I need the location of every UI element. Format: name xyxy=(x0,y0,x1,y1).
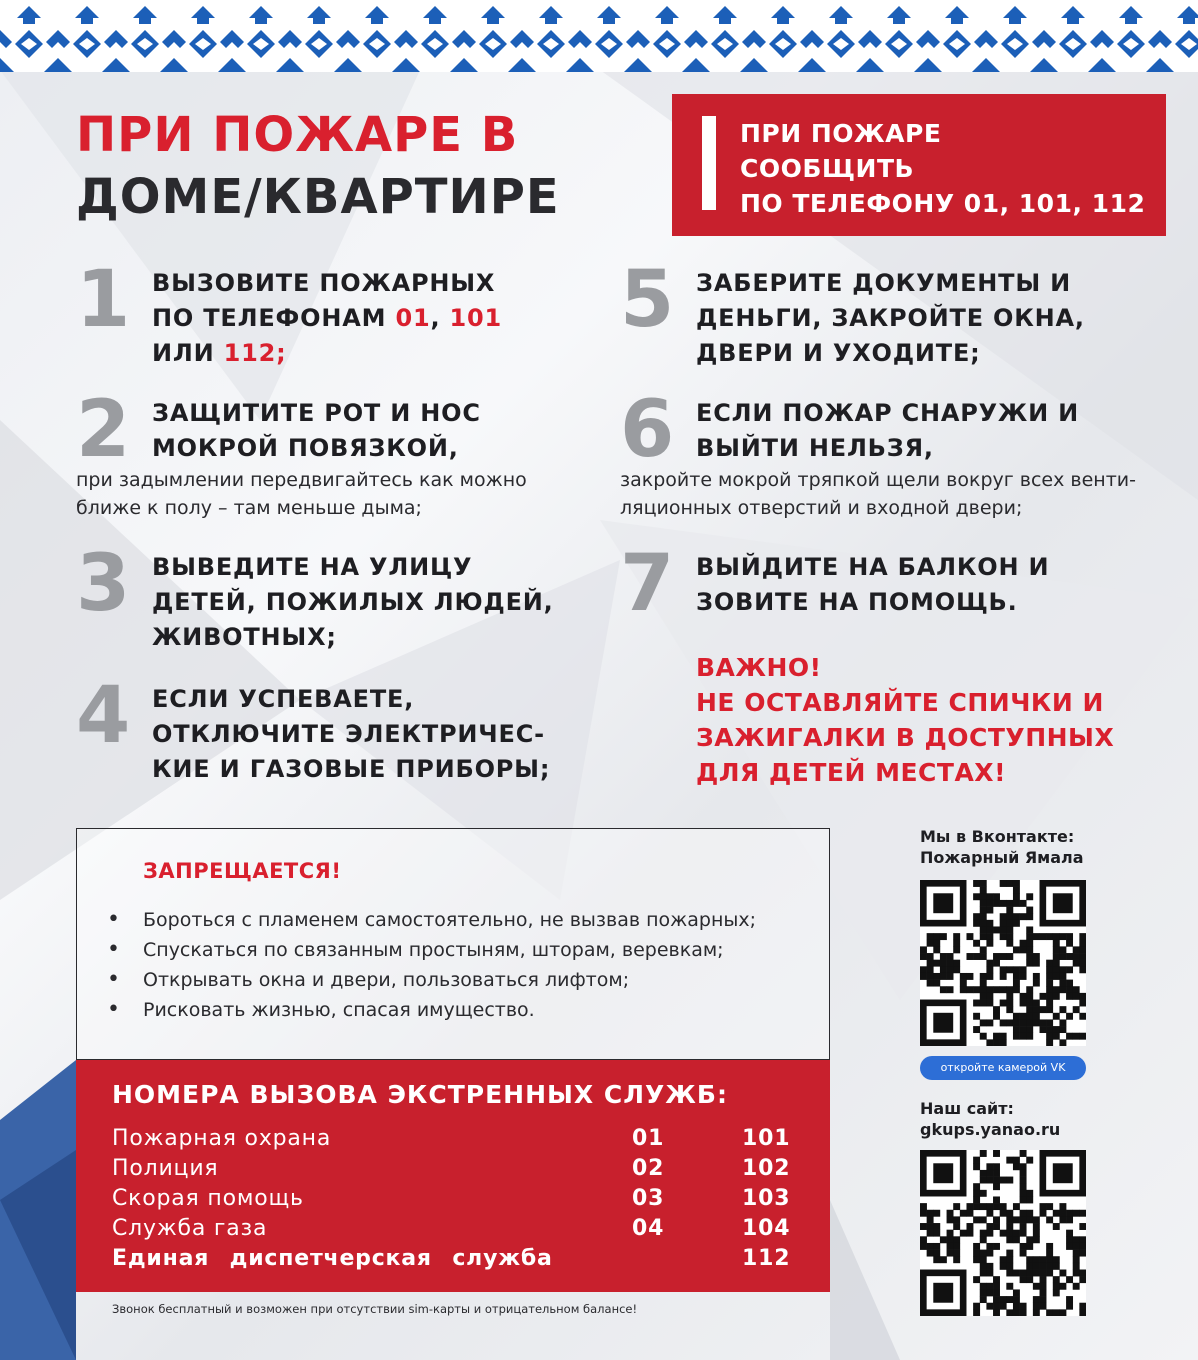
footnote: Звонок бесплатный и возможен при отсутствии sim-карты и отрицательном балансе! xyxy=(112,1302,638,1316)
vk-caption: Мы в Вконтакте: Пожарный Ямала xyxy=(920,827,1084,867)
site-link[interactable]: gkups.yanao.ru xyxy=(920,1120,1061,1139)
emergency-title: НОМЕРА ВЫЗОВА ЭКСТРЕННЫХ СЛУЖБ: xyxy=(112,1080,728,1109)
step-number: 4 xyxy=(76,671,131,761)
vk-camera-pill: откройте камерой VK xyxy=(920,1056,1086,1080)
step-note: при задымлении передвигайтесь как можно ближе к полу – там меньше дыма; xyxy=(76,469,527,519)
important-warning: ВАЖНО! НЕ ОСТАВЛЯЙТЕ СПИЧКИ И ЗАЖИГАЛКИ В ДОСТУПНЫХ ДЛЯ ДЕТЕЙ МЕСТАХ! xyxy=(696,653,1115,787)
title-line-2: ДОМЕ/КВАРТИРЕ xyxy=(76,169,560,225)
forbidden-title: ЗАПРЕЩАЕТСЯ! xyxy=(143,859,342,883)
step-heading: ЗАБЕРИТЕ ДОКУМЕНТЫ И ДЕНЬГИ, ЗАКРОЙТЕ ОКНА, ДВЕРИ И УХОДИТЕ; xyxy=(696,269,1085,367)
list-item: • Спускаться по связанным простыням, шторам, веревкам; xyxy=(107,937,724,962)
table-row: Пожарная охрана 01 101 xyxy=(112,1126,791,1151)
forbidden-list xyxy=(107,905,756,1025)
phone-101: 101 xyxy=(449,304,503,332)
step-heading: ВЫЗОВИТЕ ПОЖАРНЫХ ПО ТЕЛЕФОНАМ 01, 101 ИЛИ 112; xyxy=(152,269,503,367)
qr-code-icon[interactable] xyxy=(920,880,1086,1046)
list-item: • Бороться с пламенем самостоятельно, не вызвав пожарных; xyxy=(107,907,757,932)
phone-01: 01 xyxy=(395,304,431,332)
phone-112: 112 xyxy=(223,339,277,367)
table-row: Полиция 02 102 xyxy=(112,1156,791,1181)
alert-line: ПРИ ПОЖАРЕ xyxy=(740,119,942,148)
list-item: • Открывать окна и двери, пользоваться лифтом; xyxy=(107,967,630,992)
site-caption: Наш сайт: gkups.yanao.ru xyxy=(920,1099,1061,1139)
alert-line: ПО ТЕЛЕФОНУ 01, 101, 112 xyxy=(740,189,1146,218)
qr-code-icon[interactable] xyxy=(920,1150,1086,1316)
step-heading: ЕСЛИ УСПЕВАЕТЕ, ОТКЛЮЧИТЕ ЭЛЕКТРИЧЕС- КИЕ И ГАЗОВЫЕ ПРИБОРЫ; xyxy=(152,685,551,783)
report-fire-box xyxy=(672,94,1166,236)
table-row: Единая диспетчерская служба 112 xyxy=(112,1246,791,1271)
step-number: 3 xyxy=(76,539,131,629)
step-heading: ЕСЛИ ПОЖАР СНАРУЖИ И ВЫЙТИ НЕЛЬЗЯ, xyxy=(696,399,1080,462)
step-number: 7 xyxy=(620,539,675,629)
table-row: Скорая помощь 03 103 xyxy=(112,1186,791,1211)
alert-text xyxy=(740,116,1160,221)
alert-line: СООБЩИТЬ xyxy=(740,154,915,183)
step-number: 1 xyxy=(76,255,131,345)
emergency-numbers-box xyxy=(76,1060,830,1292)
list-item: • Рисковать жизнью, спасая имущество. xyxy=(107,997,535,1022)
ornament-band xyxy=(0,0,1198,72)
alert-bar xyxy=(702,116,716,210)
step-heading: ВЫВЕДИТЕ НА УЛИЦУ ДЕТЕЙ, ПОЖИЛЫХ ЛЮДЕЙ, ЖИВОТНЫХ; xyxy=(152,553,554,651)
step-heading: ВЫЙДИТЕ НА БАЛКОН И ЗОВИТЕ НА ПОМОЩЬ. xyxy=(696,553,1050,616)
page-title xyxy=(76,104,656,228)
step-note: закройте мокрой тряпкой щели вокруг всех венти- ляционных отверстий и входной двери; xyxy=(620,469,1136,519)
title-line-1: ПРИ ПОЖАРЕ В xyxy=(76,107,519,163)
step-number: 5 xyxy=(620,255,675,345)
forbidden-box xyxy=(76,828,830,1060)
step-number: 6 xyxy=(620,385,675,475)
step-heading: ЗАЩИТИТЕ РОТ И НОС МОКРОЙ ПОВЯЗКОЙ, xyxy=(152,399,481,462)
step-number: 2 xyxy=(76,385,131,475)
table-row: Служба газа 04 104 xyxy=(112,1216,791,1241)
